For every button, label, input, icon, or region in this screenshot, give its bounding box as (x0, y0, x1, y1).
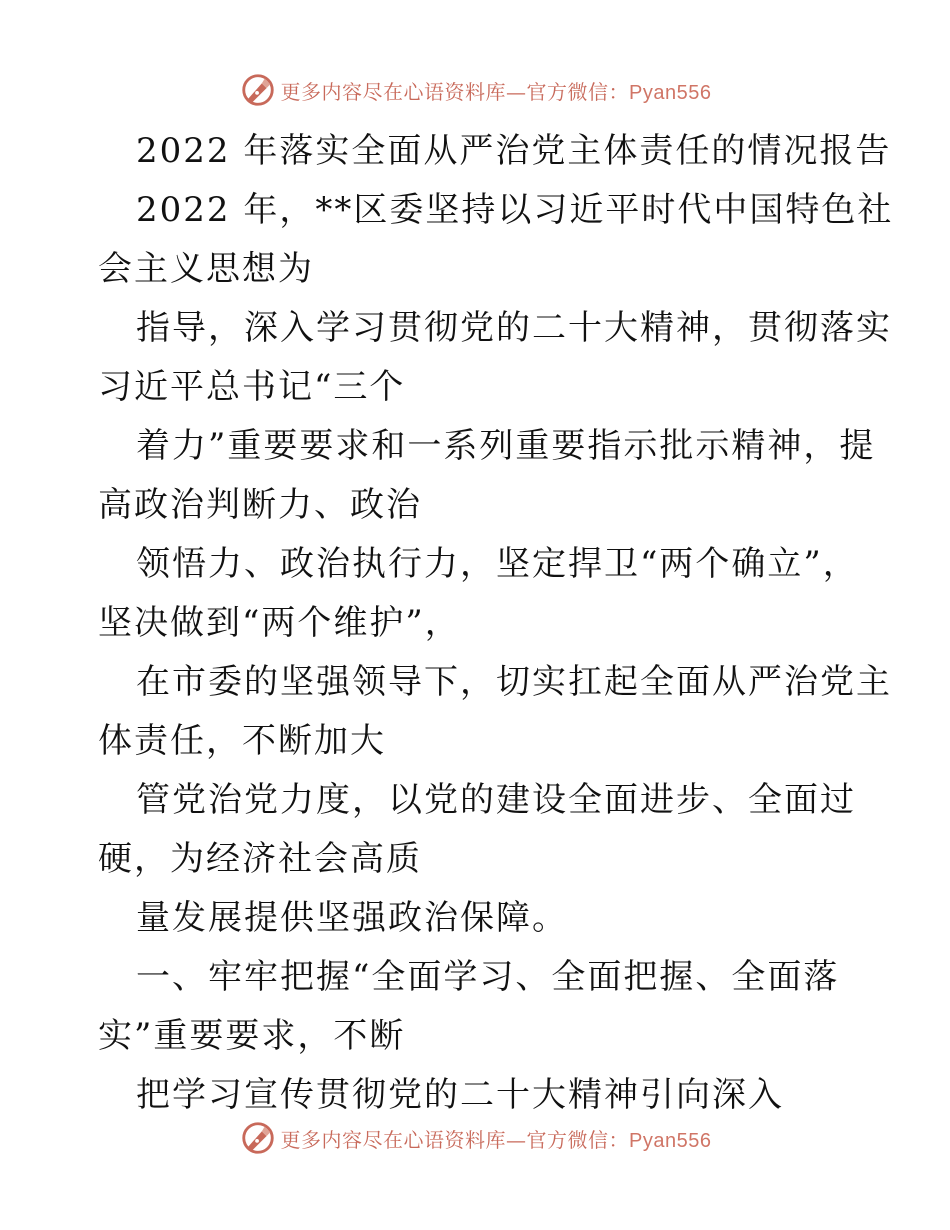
paragraph-line: 着力”重要要求和一系列重要指示批示精神，提 (136, 426, 876, 466)
paragraph-line: 体责任，不断加大 (98, 721, 386, 761)
pen-nib-logo-icon (239, 71, 277, 109)
paragraph-line: 硬，为经济社会高质 (98, 839, 422, 879)
watermark-text: 更多内容尽在心语资料库—官方微信：Pyan556 (280, 1127, 712, 1152)
pen-nib-logo-icon (239, 1119, 277, 1157)
paragraph-line: 在市委的坚强领导下，切实扛起全面从严治党主 (136, 662, 892, 702)
paragraph-line: 习近平总书记“三个 (98, 367, 406, 407)
paragraph-line: 2022 年，**区委坚持以习近平时代中国特色社 (136, 190, 894, 230)
document-title: 2022 年落实全面从严治党主体责任的情况报告 (136, 131, 892, 171)
footer-watermark (0, 1118, 950, 1158)
header-watermark (0, 70, 950, 110)
section-heading-line: 一、牢牢把握“全面学习、全面把握、全面落 (136, 957, 840, 997)
paragraph-line: 管党治党力度，以党的建设全面进步、全面过 (136, 780, 856, 820)
paragraph-line: 会主义思想为 (98, 249, 314, 289)
paragraph-line: 领悟力、政治执行力，坚定捍卫“两个确立”， (136, 544, 859, 584)
document-body (98, 122, 894, 1125)
paragraph-line: 量发展提供坚强政治保障。 (136, 898, 568, 938)
watermark-text: 更多内容尽在心语资料库—官方微信：Pyan556 (280, 79, 712, 104)
paragraph-line: 把学习宣传贯彻党的二十大精神引向深入 (136, 1075, 784, 1115)
paragraph-line: 高政治判断力、政治 (98, 485, 422, 525)
paragraph-line: 实”重要要求，不断 (98, 1016, 406, 1056)
paragraph-line: 指导，深入学习贯彻党的二十大精神，贯彻落实 (136, 308, 892, 348)
paragraph-line: 坚决做到“两个维护”， (98, 603, 461, 643)
